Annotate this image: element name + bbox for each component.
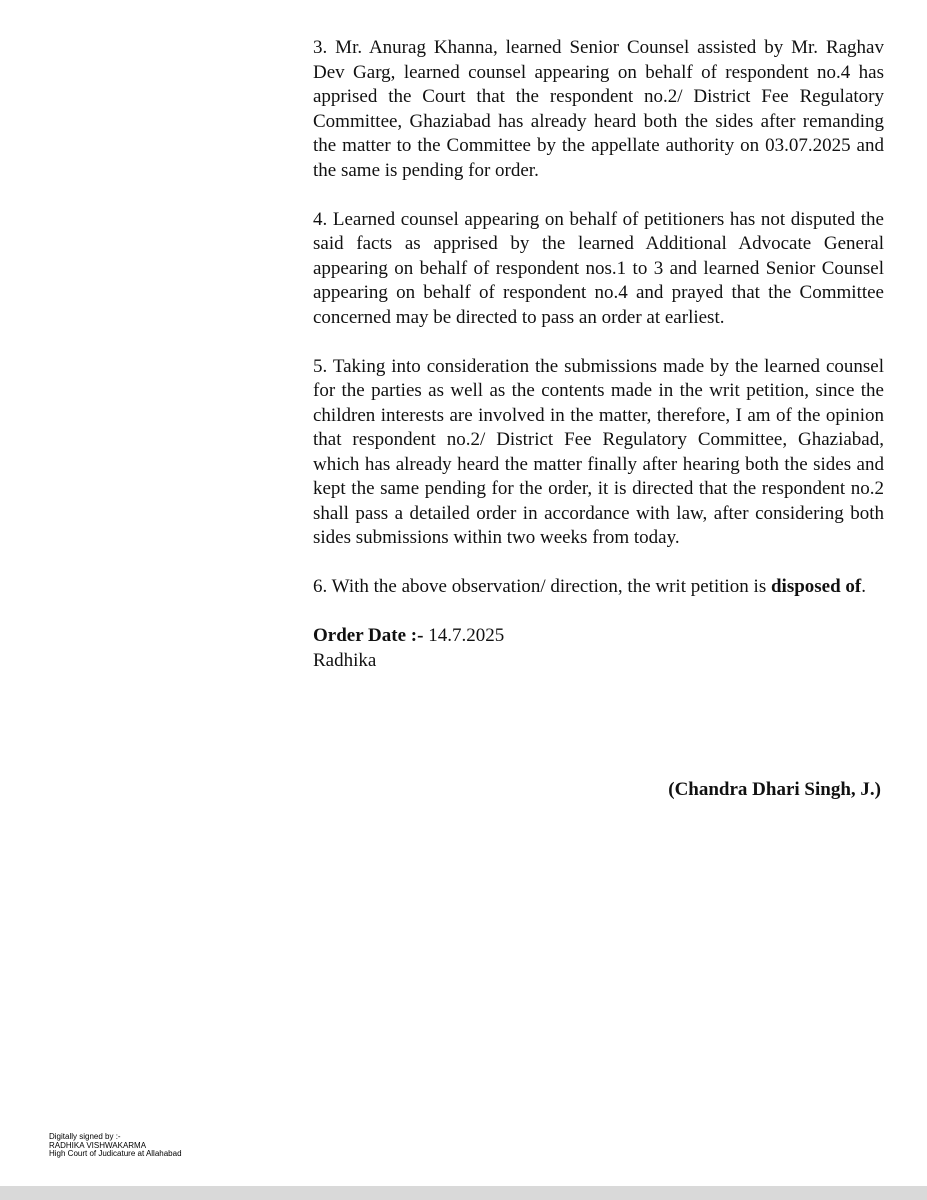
paragraph-4: 4. Learned counsel appearing on behalf of petitioners has not disputed the said facts as apprised by the learned Additional Advocate General appearing on behalf of respondent nos.1 to 3 and learned Senior Counsel appearing on behalf of respondent no.4 and prayed that the Committee concerned may be directed to pass an order at earliest. [313, 208, 884, 328]
digital-signature-line-1: Digitally signed by :- [49, 1132, 121, 1141]
order-date-label: Order Date :- [313, 625, 424, 646]
paragraph-6 [313, 575, 884, 600]
clerk-initials: Radhika [313, 649, 377, 671]
order-date-block [313, 624, 884, 673]
page-bottom-edge [0, 1186, 927, 1200]
paragraph-5: 5. Taking into consideration the submissions made by the learned counsel for the parties as well as the contents made in the writ petition, since the children interests are involved in the matter, therefore, I am of the opinion that respondent no.2/ District Fee Regulatory Committee, Ghaziabad, which has already heard the matter finally after hearing both the sides and kept the same pending for the order, it is directed that the respondent no.2 shall pass a detailed order in accordance with law, after considering both sides submissions within two weeks from today. [313, 355, 884, 548]
judge-signature: (Chandra Dhari Singh, J.) [668, 779, 881, 800]
paragraph-6-lead: 6. With the above observation/ direction, the writ petition is [313, 576, 771, 597]
order-date-value: 14.7.2025 [423, 625, 505, 646]
digital-signature-name: RADHIKA VISHWAKARMA [49, 1140, 147, 1150]
digital-signature-court: High Court of Judicature at Allahabad [49, 1149, 182, 1158]
paragraph-6-emphasis: disposed of [770, 576, 862, 597]
order-body [313, 36, 884, 673]
paragraph-6-tail: . [861, 576, 866, 597]
paragraph-3: 3. Mr. Anurag Khanna, learned Senior Counsel assisted by Mr. Raghav Dev Garg, learned counsel appearing on behalf of respondent no.4 has apprised the Court that the respondent no.2/ District Fee Regulatory Committee, Ghaziabad has already heard both the sides after remanding the matter to the Committee by the appellate authority on 03.07.2025 and the same is pending for order. [313, 37, 884, 181]
digital-signature-block [49, 1133, 182, 1159]
order-date-line [313, 624, 884, 649]
